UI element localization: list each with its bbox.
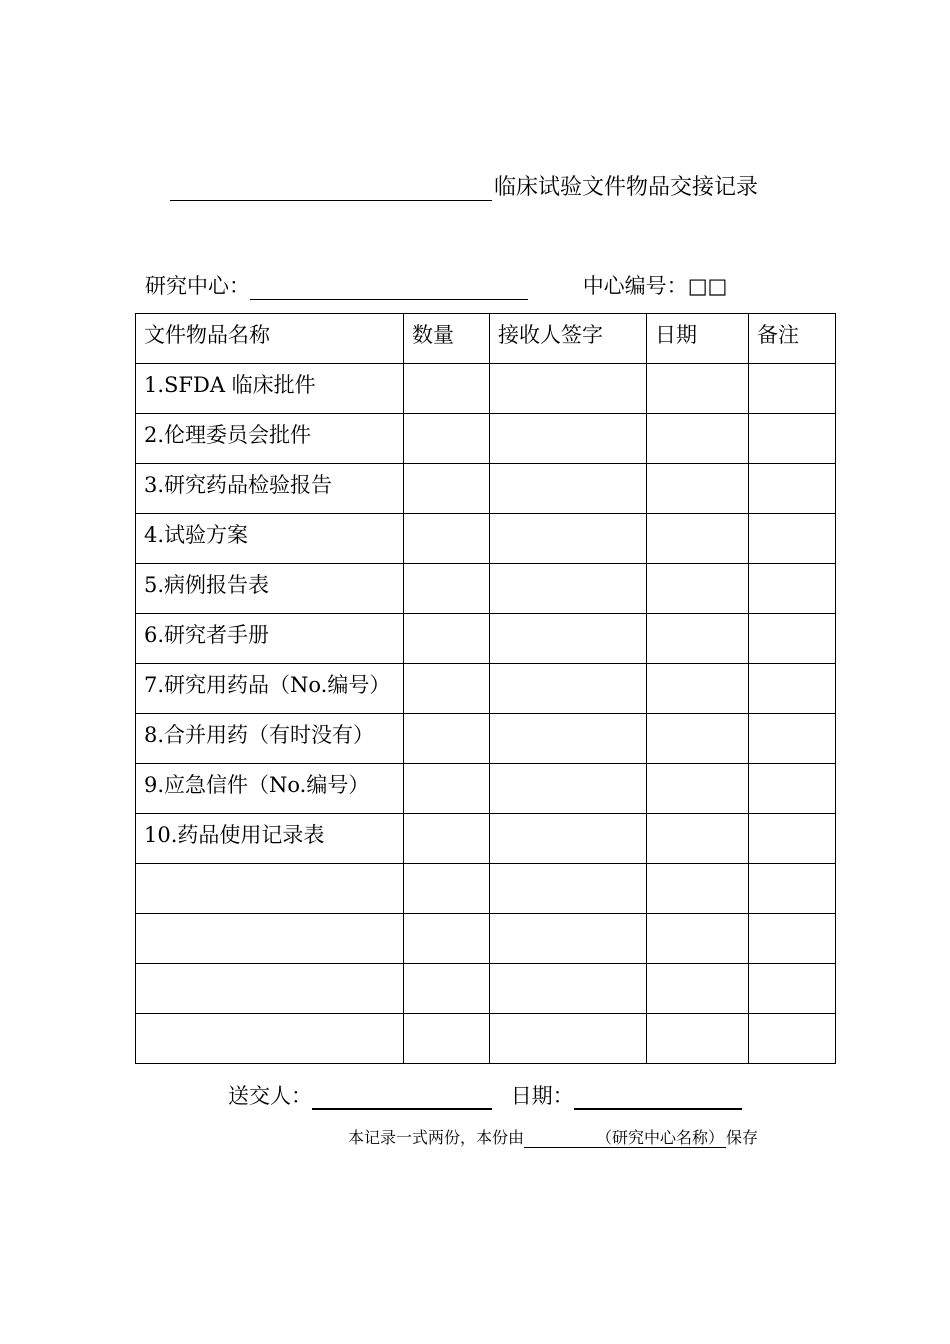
receiver-signature-cell[interactable]	[490, 364, 647, 414]
quantity-cell[interactable]	[404, 764, 490, 814]
title-text: 临床试验文件物品交接记录	[494, 175, 759, 200]
date-cell[interactable]	[647, 364, 749, 414]
date-cell[interactable]	[647, 714, 749, 764]
item-name-cell: 2.伦理委员会批件	[136, 414, 404, 464]
quantity-cell[interactable]	[404, 564, 490, 614]
date-cell[interactable]	[647, 614, 749, 664]
title-blank-line[interactable]	[170, 178, 492, 201]
item-name-cell[interactable]	[136, 1014, 404, 1064]
quantity-cell[interactable]	[404, 814, 490, 864]
sender-field[interactable]	[312, 1082, 492, 1110]
date-cell[interactable]	[647, 864, 749, 914]
quantity-cell[interactable]	[404, 1014, 490, 1064]
center-code-label: 中心编号：	[582, 274, 688, 298]
date-cell[interactable]	[647, 914, 749, 964]
date-cell[interactable]	[647, 1014, 749, 1064]
table-row	[136, 764, 836, 814]
table-row	[136, 814, 836, 864]
quantity-cell[interactable]	[404, 464, 490, 514]
table-row	[136, 464, 836, 514]
table-row	[136, 864, 836, 914]
quantity-cell[interactable]	[404, 714, 490, 764]
date-cell[interactable]	[647, 414, 749, 464]
quantity-cell[interactable]	[404, 614, 490, 664]
remarks-cell[interactable]	[749, 414, 836, 464]
document-title	[170, 170, 790, 201]
remarks-cell[interactable]	[749, 464, 836, 514]
research-center-field[interactable]	[250, 278, 528, 300]
receiver-signature-cell[interactable]	[490, 564, 647, 614]
header-receiver-signature: 接收人签字	[490, 314, 647, 364]
table-row	[136, 414, 836, 464]
quantity-cell[interactable]	[404, 964, 490, 1014]
date-cell[interactable]	[647, 664, 749, 714]
center-code-boxes[interactable]: □□	[687, 274, 728, 298]
quantity-cell[interactable]	[404, 414, 490, 464]
signature-line	[228, 1080, 788, 1110]
header-date: 日期	[647, 314, 749, 364]
receiver-signature-cell[interactable]	[490, 964, 647, 1014]
quantity-cell[interactable]	[404, 364, 490, 414]
sender-label: 送交人：	[228, 1084, 312, 1108]
receiver-signature-cell[interactable]	[490, 614, 647, 664]
receiver-signature-cell[interactable]	[490, 814, 647, 864]
item-name-cell: 4.试验方案	[136, 514, 404, 564]
quantity-cell[interactable]	[404, 914, 490, 964]
receiver-signature-cell[interactable]	[490, 414, 647, 464]
item-name-cell: 8.合并用药（有时没有）	[136, 714, 404, 764]
date-cell[interactable]	[647, 814, 749, 864]
remarks-cell[interactable]	[749, 814, 836, 864]
item-name-cell: 9.应急信件（No.编号）	[136, 764, 404, 814]
date-cell[interactable]	[647, 464, 749, 514]
remarks-cell[interactable]	[749, 614, 836, 664]
receiver-signature-cell[interactable]	[490, 714, 647, 764]
date-cell[interactable]	[647, 564, 749, 614]
footnote-center-name-blank[interactable]: （研究中心名称）	[524, 1128, 726, 1148]
footnote-suffix: 保存	[726, 1128, 759, 1147]
footnote-prefix: 本记录一式两份，本份由	[348, 1128, 525, 1147]
remarks-cell[interactable]	[749, 864, 836, 914]
table-row	[136, 914, 836, 964]
item-name-cell[interactable]	[136, 964, 404, 1014]
item-name-cell: 7.研究用药品（No.编号）	[136, 664, 404, 714]
item-name-cell[interactable]	[136, 864, 404, 914]
table-row	[136, 614, 836, 664]
header-item-name: 文件物品名称	[136, 314, 404, 364]
item-name-cell: 6.研究者手册	[136, 614, 404, 664]
date-cell[interactable]	[647, 514, 749, 564]
remarks-cell[interactable]	[749, 664, 836, 714]
footnote	[348, 1125, 758, 1148]
date-label: 日期：	[510, 1084, 574, 1108]
quantity-cell[interactable]	[404, 664, 490, 714]
receiver-signature-cell[interactable]	[490, 464, 647, 514]
item-name-cell[interactable]	[136, 914, 404, 964]
receiver-signature-cell[interactable]	[490, 514, 647, 564]
header-quantity: 数量	[404, 314, 490, 364]
remarks-cell[interactable]	[749, 714, 836, 764]
remarks-cell[interactable]	[749, 964, 836, 1014]
remarks-cell[interactable]	[749, 364, 836, 414]
table-row	[136, 664, 836, 714]
receiver-signature-cell[interactable]	[490, 864, 647, 914]
header-remarks: 备注	[749, 314, 836, 364]
research-center-label: 研究中心：	[145, 274, 250, 298]
center-code-group	[583, 270, 728, 300]
quantity-cell[interactable]	[404, 864, 490, 914]
date-cell[interactable]	[647, 764, 749, 814]
item-name-cell: 10.药品使用记录表	[136, 814, 404, 864]
receiver-signature-cell[interactable]	[490, 764, 647, 814]
receiver-signature-cell[interactable]	[490, 1014, 647, 1064]
table-row	[136, 364, 836, 414]
item-name-cell: 5.病例报告表	[136, 564, 404, 614]
receiver-signature-cell[interactable]	[490, 914, 647, 964]
remarks-cell[interactable]	[749, 514, 836, 564]
table-row	[136, 964, 836, 1014]
handover-table	[135, 313, 836, 1064]
table-header-row	[136, 314, 836, 364]
date-field[interactable]	[574, 1082, 742, 1110]
item-name-cell: 3.研究药品检验报告	[136, 464, 404, 514]
remarks-cell[interactable]	[749, 1014, 836, 1064]
table-row	[136, 714, 836, 764]
remarks-cell[interactable]	[749, 564, 836, 614]
date-cell[interactable]	[647, 964, 749, 1014]
table-row	[136, 514, 836, 564]
research-center-line	[145, 270, 765, 300]
receiver-signature-cell[interactable]	[490, 664, 647, 714]
quantity-cell[interactable]	[404, 514, 490, 564]
table-row	[136, 1014, 836, 1064]
item-name-cell: 1.SFDA 临床批件	[136, 364, 404, 414]
remarks-cell[interactable]	[749, 764, 836, 814]
table-row	[136, 564, 836, 614]
remarks-cell[interactable]	[749, 914, 836, 964]
